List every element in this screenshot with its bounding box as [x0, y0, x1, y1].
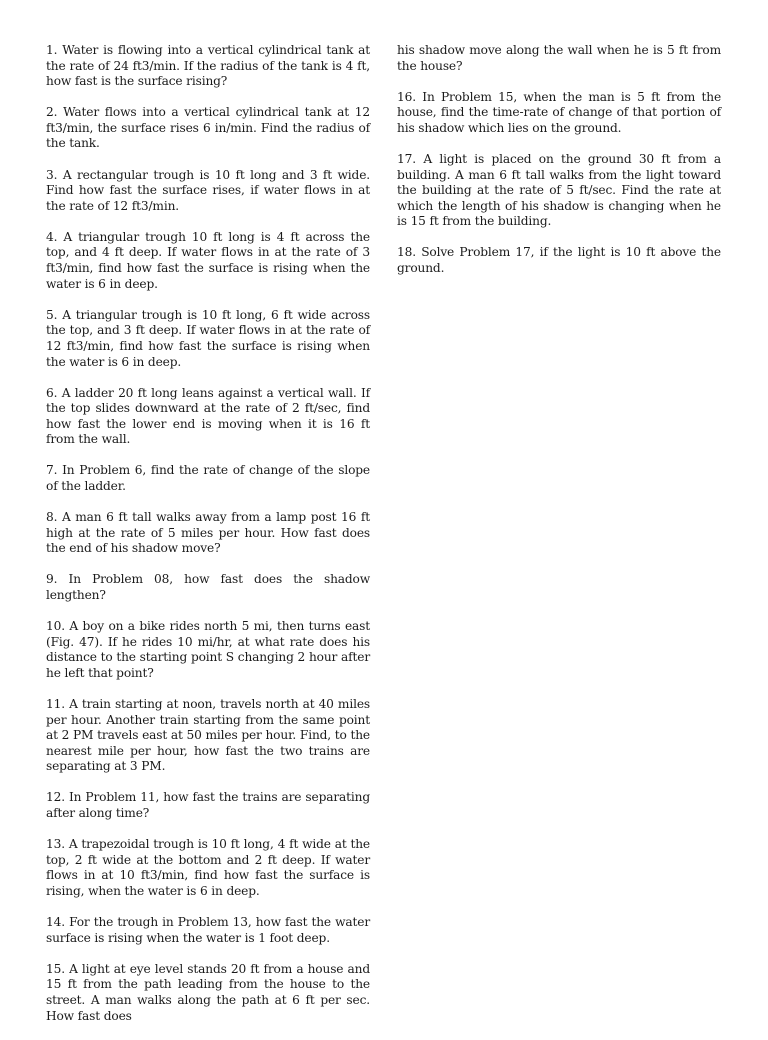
left-column — [46, 43, 370, 1040]
problem-item — [46, 168, 370, 215]
problem-item — [397, 43, 721, 74]
problem-text: A man 6 ft tall walks away from a lamp post 16 ft high at the rate of 5 miles per hour. How fast does the end of his shadow move? — [46, 510, 370, 556]
problem-text: Water is flowing into a vertical cylindrical tank at the rate of 24 ft3/min. If the radius of the tank is 4 ft, how fast is the surface rising? — [46, 43, 370, 89]
problem-text: A boy on a bike rides north 5 mi, then turns east (Fig. 47). If he rides 10 mi/hr, at what rate does his distance to the starting point S changing 2 hour after he left that point? — [46, 619, 370, 680]
problem-text: A light at eye level stands 20 ft from a house and 15 ft from the path leading from the house to the street. A man walks along the path at 6 ft per sec. How fast does — [46, 961, 370, 1023]
problem-item — [46, 915, 370, 946]
problem-item — [46, 790, 370, 821]
problem-number: 10. — [46, 619, 65, 634]
problem-number: 5. — [46, 307, 58, 322]
problem-number: 7. — [46, 463, 58, 478]
problem-item — [397, 245, 721, 276]
problem-number: 11. — [46, 697, 65, 711]
problem-number: 4. — [46, 229, 58, 244]
problem-text: For the trough in Problem 13, how fast the water surface is rising when the water is 1 foot deep. — [46, 915, 370, 945]
problem-item — [397, 152, 721, 230]
problem-item — [46, 572, 370, 603]
problem-text: Solve Problem 17, if the light is 10 ft above the ground. — [397, 245, 721, 276]
problem-item — [46, 697, 370, 775]
problem-text: In Problem 11, how fast the trains are separating after along time? — [46, 790, 370, 821]
problem-text: his shadow move along the wall when he is 5 ft from the house? — [397, 43, 721, 73]
problem-item — [46, 510, 370, 557]
problem-item — [46, 837, 370, 899]
problem-item — [46, 105, 370, 152]
problem-text: A train starting at noon, travels north at 40 miles per hour. Another train starting from the same point at 2 PM travels east at 50 miles per hour. Find, to the nearest mile per hour, how fast the two trains are separating at 3 PM. — [46, 697, 370, 774]
problem-number: 13. — [46, 837, 65, 852]
problem-text: Water flows into a vertical cylindrical tank at 12 ft3/min, the surface rises 6 in/min. Find the radius of the tank. — [46, 105, 370, 151]
problem-text: In Problem 6, find the rate of change of the slope of the ladder. — [46, 463, 370, 494]
problem-number: 16. — [397, 89, 416, 104]
problem-item — [46, 463, 370, 494]
problem-text: A triangular trough 10 ft long is 4 ft across the top, and 4 ft deep. If water flows in at the rate of 3 ft3/min, find how fast the surface is rising when the water is 6 in deep. — [46, 229, 370, 291]
problem-number: 14. — [46, 915, 65, 930]
problem-number: 12. — [46, 790, 65, 805]
problem-number: 18. — [397, 245, 416, 260]
problem-item — [46, 230, 370, 292]
problem-text: A triangular trough is 10 ft long, 6 ft wide across the top, and 3 ft deep. If water flows in at the rate of 12 ft3/min, find how fast the surface is rising when the water is 6 in deep. — [46, 307, 370, 369]
problem-text: In Problem 08, how fast does the shadow lengthen? — [46, 572, 370, 603]
problem-number: 17. — [397, 151, 416, 166]
problem-text: In Problem 15, when the man is 5 ft from the house, find the time-rate of change of that portion of his shadow which lies on the ground. — [397, 89, 722, 135]
problem-number: 15. — [46, 961, 65, 976]
problem-item — [46, 619, 370, 681]
problem-item — [397, 90, 721, 137]
problem-text: A trapezoidal trough is 10 ft long, 4 ft wide at the top, 2 ft wide at the bottom and 2 ft deep. If water flows in at 10 ft3/min, find how fast the surface is rising, when the water is 6 in deep. — [46, 837, 370, 898]
problem-item — [46, 962, 370, 1024]
problem-number: 8. — [46, 510, 58, 525]
problem-text: A light is placed on the ground 30 ft from a building. A man 6 ft tall walks from the light toward the building at the rate of 5 ft/sec. Find the rate at which the length of his shadow is changing when he is 15 ft from the building. — [397, 151, 721, 229]
problem-text: A ladder 20 ft long leans against a vertical wall. If the top slides downward at the rate of 2 ft/sec, find how fast the lower end is moving when it is 16 ft from the wall. — [46, 385, 370, 447]
problem-number: 3. — [46, 167, 58, 182]
problem-item — [46, 386, 370, 448]
problem-number: 9. — [46, 572, 58, 587]
right-column — [397, 43, 721, 292]
problem-number: 1. — [46, 43, 58, 57]
problem-item — [46, 308, 370, 370]
problem-number: 2. — [46, 105, 58, 120]
problem-item — [46, 43, 370, 90]
problem-text: A rectangular trough is 10 ft long and 3 ft wide. Find how fast the surface rises, if water flows in at the rate of 12 ft3/min. — [46, 167, 370, 213]
problem-number: 6. — [46, 385, 58, 400]
